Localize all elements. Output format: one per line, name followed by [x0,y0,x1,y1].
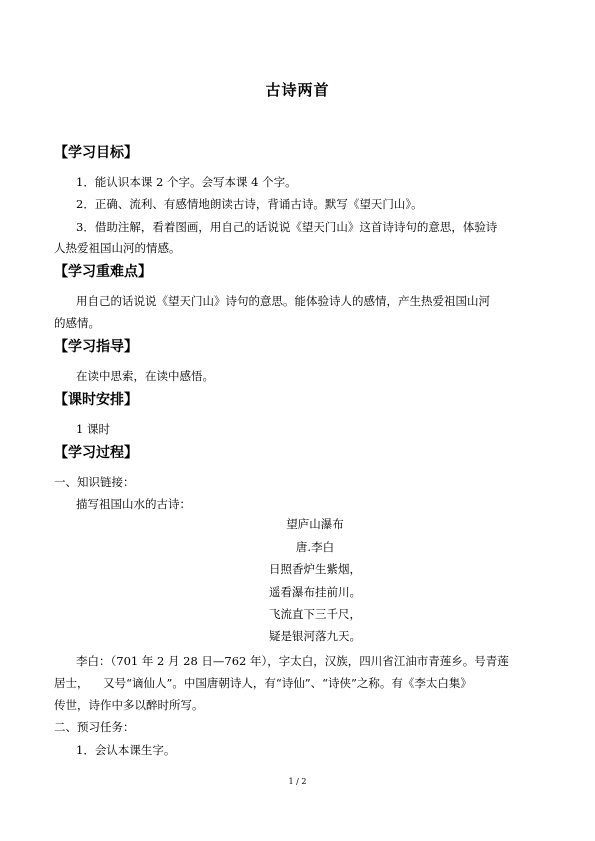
poem-line: 日照香炉生紫烟， [269,562,361,576]
section-heading-guidance: 【学习指导】 [54,339,138,355]
author-bio: 居士， 又号“谪仙人”。中国唐朝诗人，有“诗仙”、“诗侠”之称。有《李太白集》 [54,676,472,690]
goal-item-continuation: 人热爱祖国山河的情感。 [54,241,181,255]
author-bio: 李白：（701 年 2 月 28 日—762 年），字太白，汉族，四川省江油市青莲乡。号青莲 [76,654,509,668]
section-heading-goals: 【学习目标】 [54,145,138,161]
poem-line: 飞流直下三千尺， [269,607,361,621]
poem-author: 唐.李白 [295,540,335,554]
guidance-text: 在读中思索，在读中感悟。 [76,369,214,383]
key-points-text: 用自己的话说说《望天门山》诗句的意思。能体验诗人的感情，产生热爱祖国山河 [76,294,490,308]
goal-item: 3．借助注解，看着图画，用自己的话说说《望天门山》这首诗诗句的意思，体验诗 [76,220,498,234]
key-points-text: 的感情。 [54,316,100,330]
poem-line: 遥看瀑布挂前川。 [269,585,361,599]
author-bio: 传世，诗作中多以醉时所写。 [54,698,204,712]
page-number: 1 / 2 [288,777,307,786]
section-heading-schedule: 【课时安排】 [54,392,138,408]
part2-label: 二、预习任务： [54,720,135,734]
poem-title: 望庐山瀑布 [286,517,344,531]
goal-item: 1．能认识本课 2 个字。会写本课 4 个字。 [76,175,297,189]
section-heading-key-points: 【学习重难点】 [54,264,152,280]
part1-label: 一、知识链接： [54,475,135,489]
part2-item: 1．会认本课生字。 [76,743,176,757]
part1-intro: 描写祖国山水的古诗： [76,497,191,511]
schedule-text: 1 课时 [76,422,110,436]
section-heading-process: 【学习过程】 [54,445,138,461]
page-title: 古诗两首 [265,81,330,99]
goal-item: 2．正确、流利、有感情地朗读古诗，背诵古诗。默写《望天门山》。 [76,197,423,211]
poem-line: 疑是银河落九天。 [269,629,361,643]
